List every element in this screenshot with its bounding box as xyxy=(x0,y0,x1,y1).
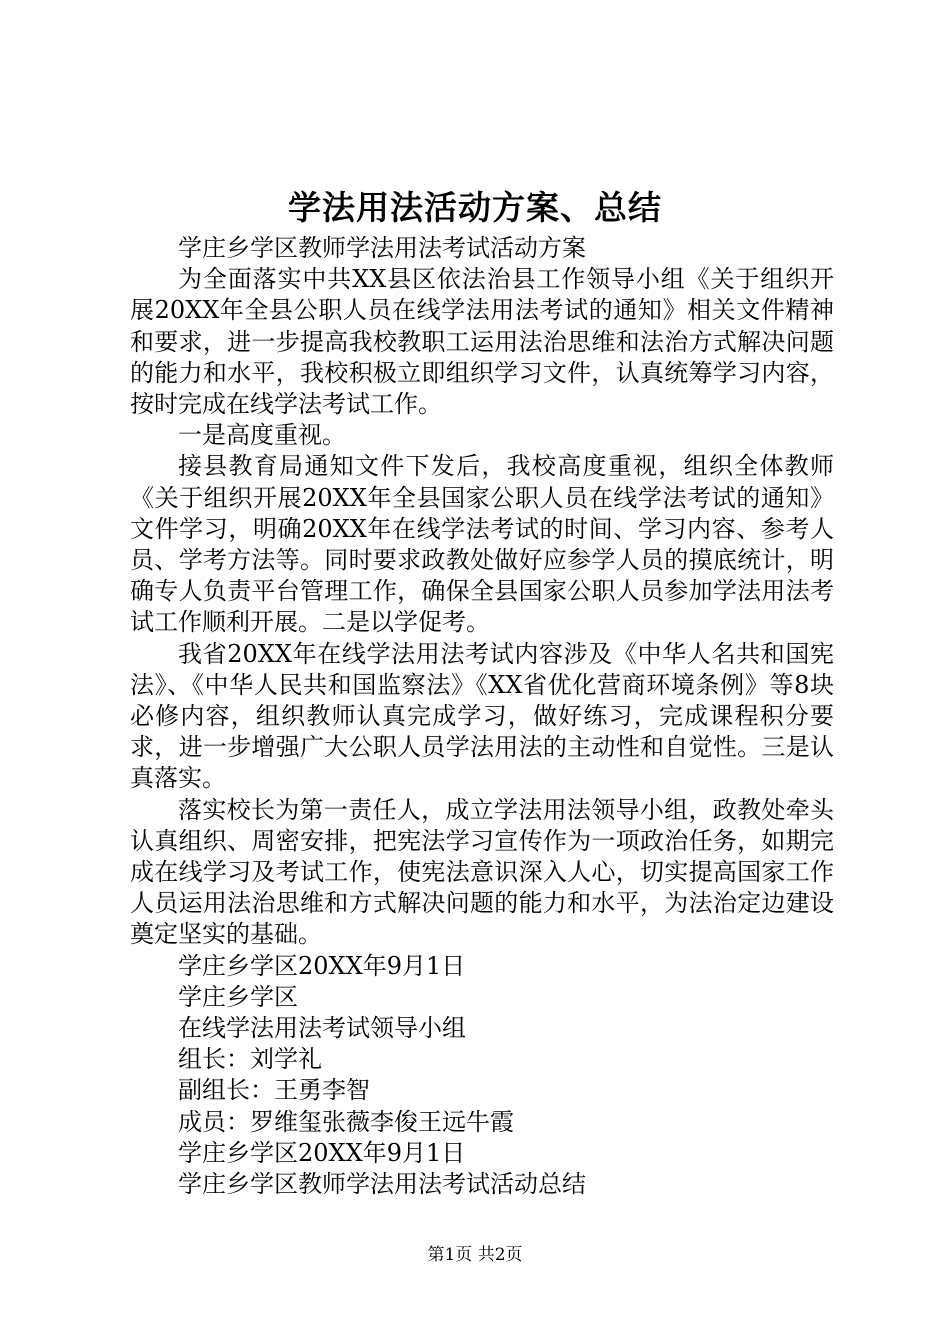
paragraph: 接县教育局通知文件下发后，我校高度重视，组织全体教师《关于组织开展20XX年全县国家公职人员在线学法考试的通知》文件学习，明确20XX年在线学法考试的时间、学习内容、参考人员、学考方法等。同时要求政教处做好应参学人员的摸底统计，明确专人负责平台管理工作，确保全县国家公职人员参加学法用法考试工作顺利开展。二是以学促考。 xyxy=(130,452,834,637)
paragraph: 我省20XX年在线学法用法考试内容涉及《中华人名共和国宪法》、《中华人民共和国监察法》《XX省优化营商环境条例》等8块必修内容，组织教师认真完成学习，做好练习，完成课程积分要求，进一步增强广大公职人员学法用法的主动性和自觉性。三是认真落实。 xyxy=(130,639,834,793)
paragraph: 成员：罗维玺张薇李俊王远牛霞 xyxy=(178,1107,514,1136)
paragraph: 在线学法用法考试领导小组 xyxy=(178,1014,466,1043)
paragraph: 为全面落实中共XX县区依法治县工作领导小组《关于组织开展20XX年全县公职人员在线学法用法考试的通知》相关文件精神和要求，进一步提高我校教职工运用法治思维和法治方式解决问题的能力和水平，我校积极立即组织学习文件，认真统筹学习内容，按时完成在线学法考试工作。 xyxy=(130,265,834,419)
paragraph: 学庄乡学区20XX年9月1日 xyxy=(178,1138,466,1167)
page-title: 学法用法活动方案、总结 xyxy=(288,188,662,227)
paragraph: 学庄乡学区 xyxy=(178,982,298,1011)
paragraph: 学庄乡学区教师学法用法考试活动方案 xyxy=(178,234,586,262)
paragraph: 学庄乡学区20XX年9月1日 xyxy=(178,951,466,980)
paragraph: 副组长：王勇李智 xyxy=(178,1076,370,1105)
document-body xyxy=(130,233,834,1200)
paragraph: 落实校长为第一责任人，成立学法用法领导小组，政教处牵头认真组织、周密安排，把宪法学习宣传作为一项政治任务，如期完成在线学习及考试工作，使宪法意识深入人心，切实提高国家工作人员运用法治思维和方式解决问题的能力和水平，为法治定边建设奠定坚实的基础。 xyxy=(130,795,834,949)
page-number-footer: 第1页 共2页 xyxy=(427,1245,523,1265)
paragraph: 一是高度重视。 xyxy=(178,421,346,450)
paragraph: 学庄乡学区教师学法用法考试活动总结 xyxy=(178,1170,586,1199)
paragraph: 组长：刘学礼 xyxy=(178,1045,322,1074)
